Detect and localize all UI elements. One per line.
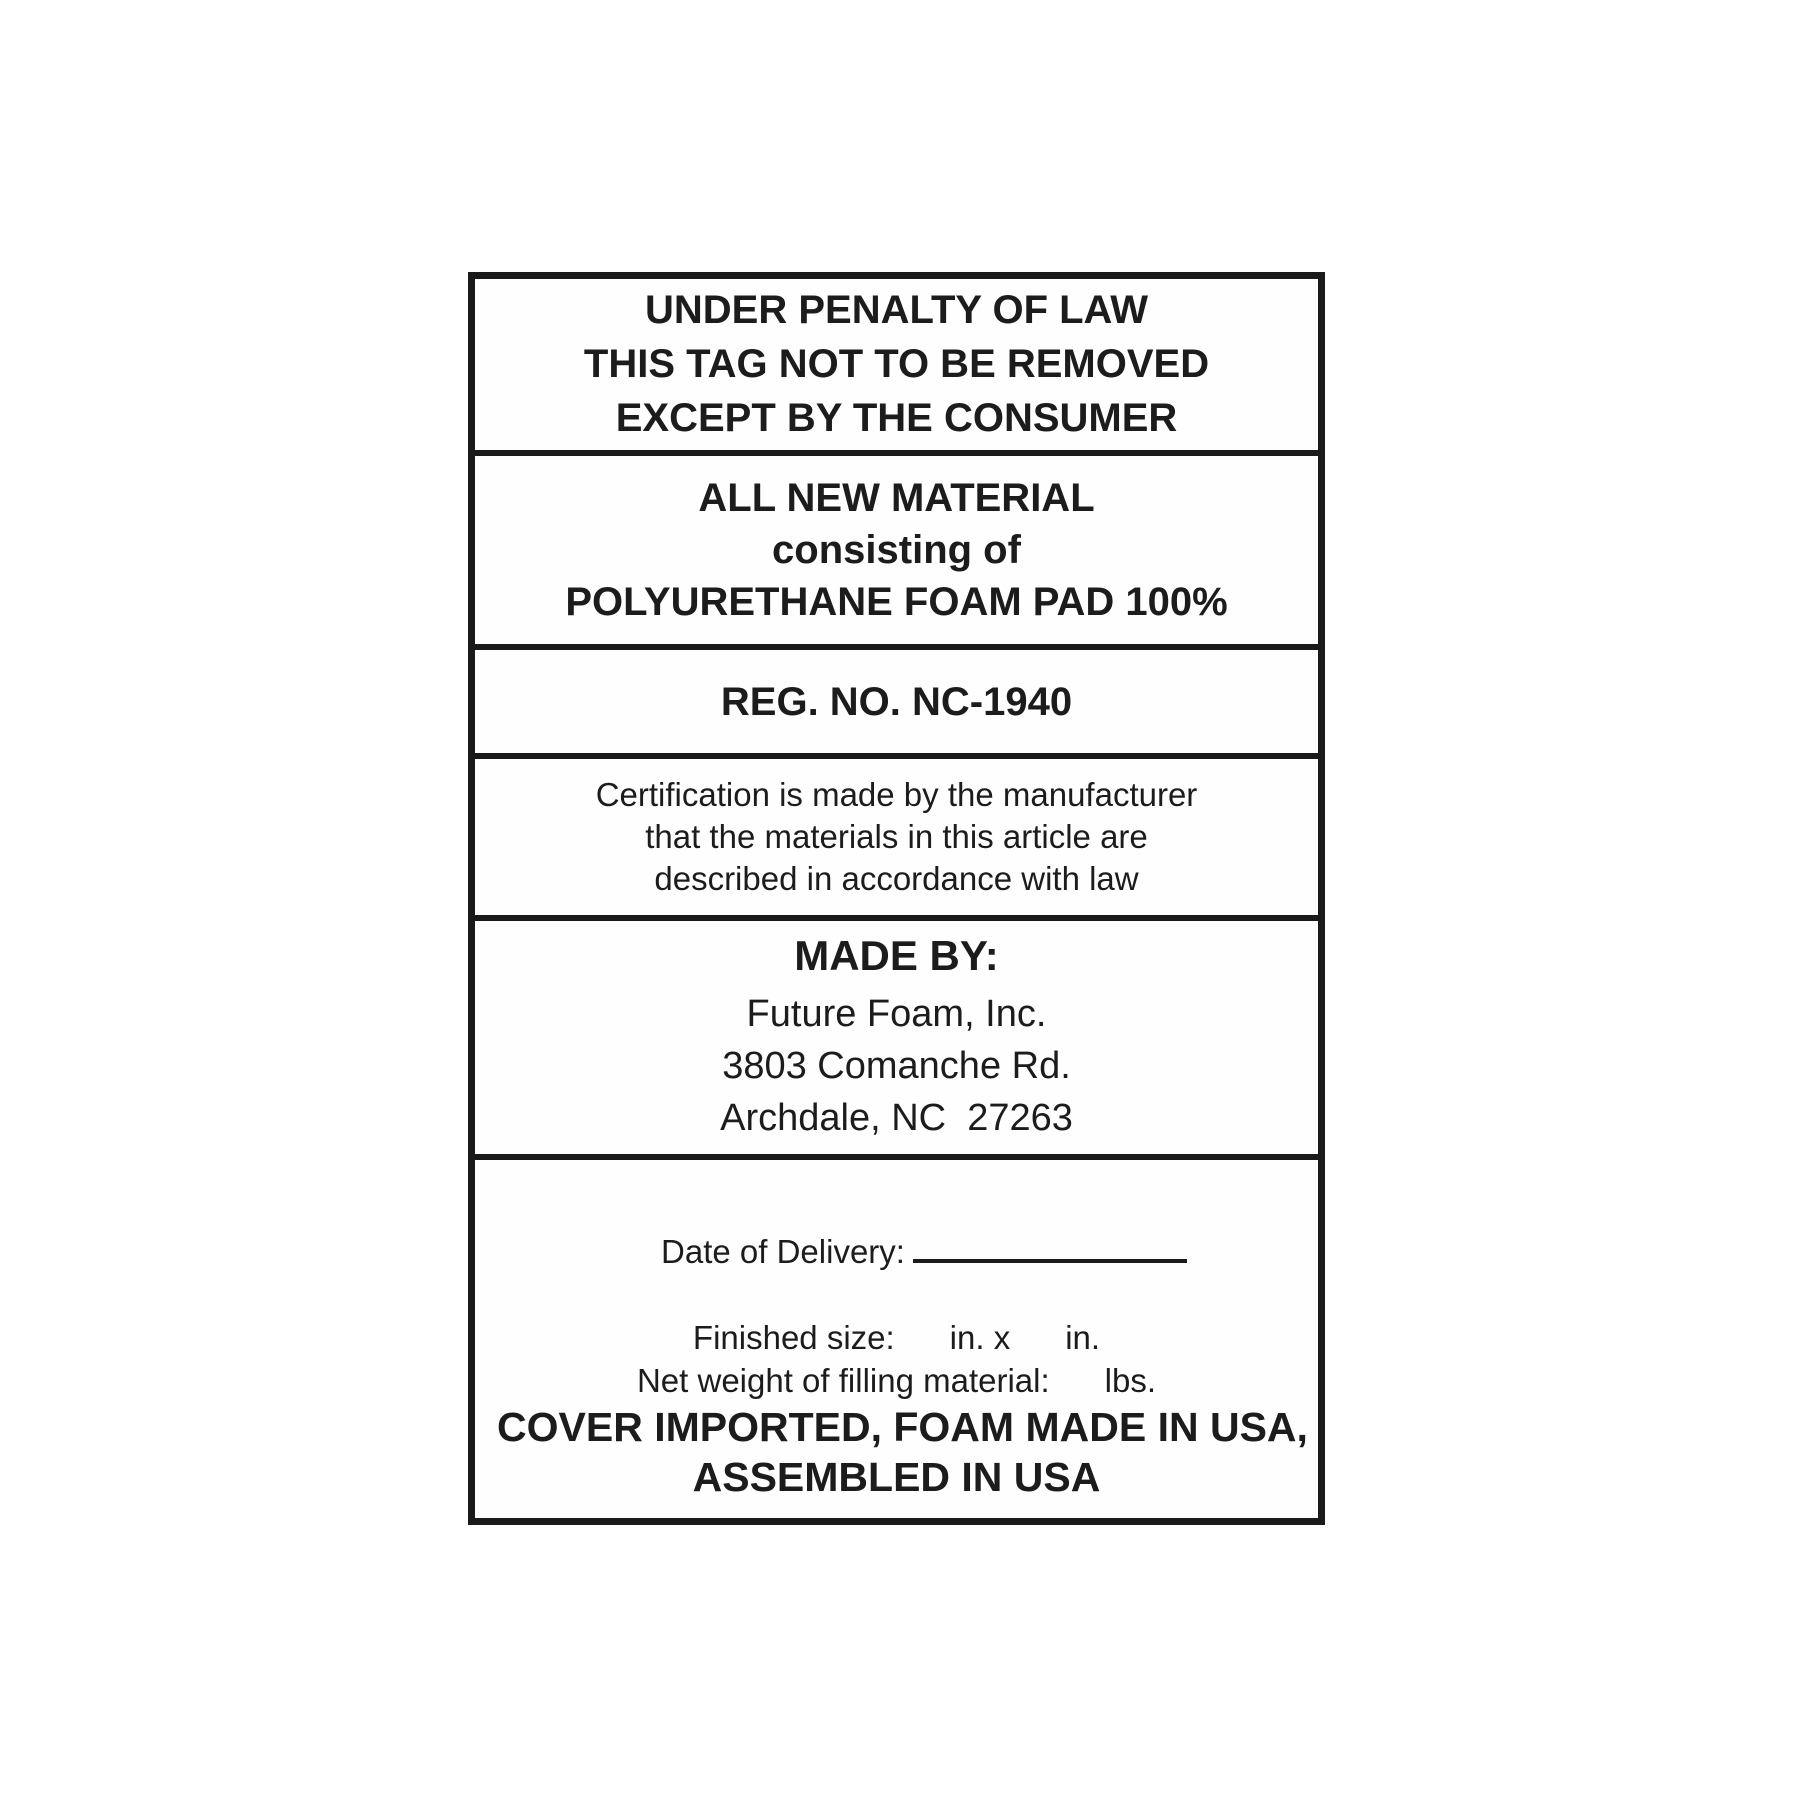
section-registration-number	[475, 650, 1318, 758]
section-certification	[475, 759, 1318, 921]
date-of-delivery-blank	[913, 1229, 1187, 1263]
certification-line: that the materials in this article are	[645, 817, 1148, 855]
penalty-line: THIS TAG NOT TO BE REMOVED	[583, 342, 1210, 387]
penalty-line: EXCEPT BY THE CONSUMER	[615, 396, 1178, 441]
law-tag-label	[468, 272, 1325, 1525]
manufacturer-name: Future Foam, Inc.	[746, 993, 1047, 1036]
net-weight-line: Net weight of filling material: lbs.	[636, 1361, 1157, 1399]
manufacturer-city-state-zip: Archdale, NC 27263	[720, 1097, 1073, 1140]
material-line: POLYURETHANE FOAM PAD 100%	[565, 580, 1228, 625]
section-details	[475, 1160, 1318, 1518]
registration-number: REG. NO. NC-1940	[720, 679, 1073, 724]
section-penalty-notice	[475, 279, 1318, 456]
made-by-heading: MADE BY:	[794, 932, 999, 980]
manufacturer-street: 3803 Comanche Rd.	[722, 1045, 1071, 1088]
material-line: ALL NEW MATERIAL	[698, 476, 1095, 521]
certification-line: Certification is made by the manufacturer	[595, 775, 1198, 813]
finished-size-line: Finished size: in. x in.	[692, 1318, 1101, 1356]
origin-statement	[497, 1402, 1308, 1502]
origin-line: ASSEMBLED IN USA	[692, 1453, 1101, 1500]
date-of-delivery-line	[497, 1186, 1296, 1316]
date-of-delivery-label: Date of Delivery:	[661, 1232, 905, 1270]
certification-line: described in accordance with law	[654, 859, 1139, 897]
material-line: consisting of	[772, 528, 1021, 573]
penalty-line: UNDER PENALTY OF LAW	[645, 288, 1148, 333]
section-made-by	[475, 921, 1318, 1160]
origin-line: COVER IMPORTED, FOAM MADE IN USA,	[497, 1403, 1308, 1450]
section-material-contents	[475, 456, 1318, 651]
